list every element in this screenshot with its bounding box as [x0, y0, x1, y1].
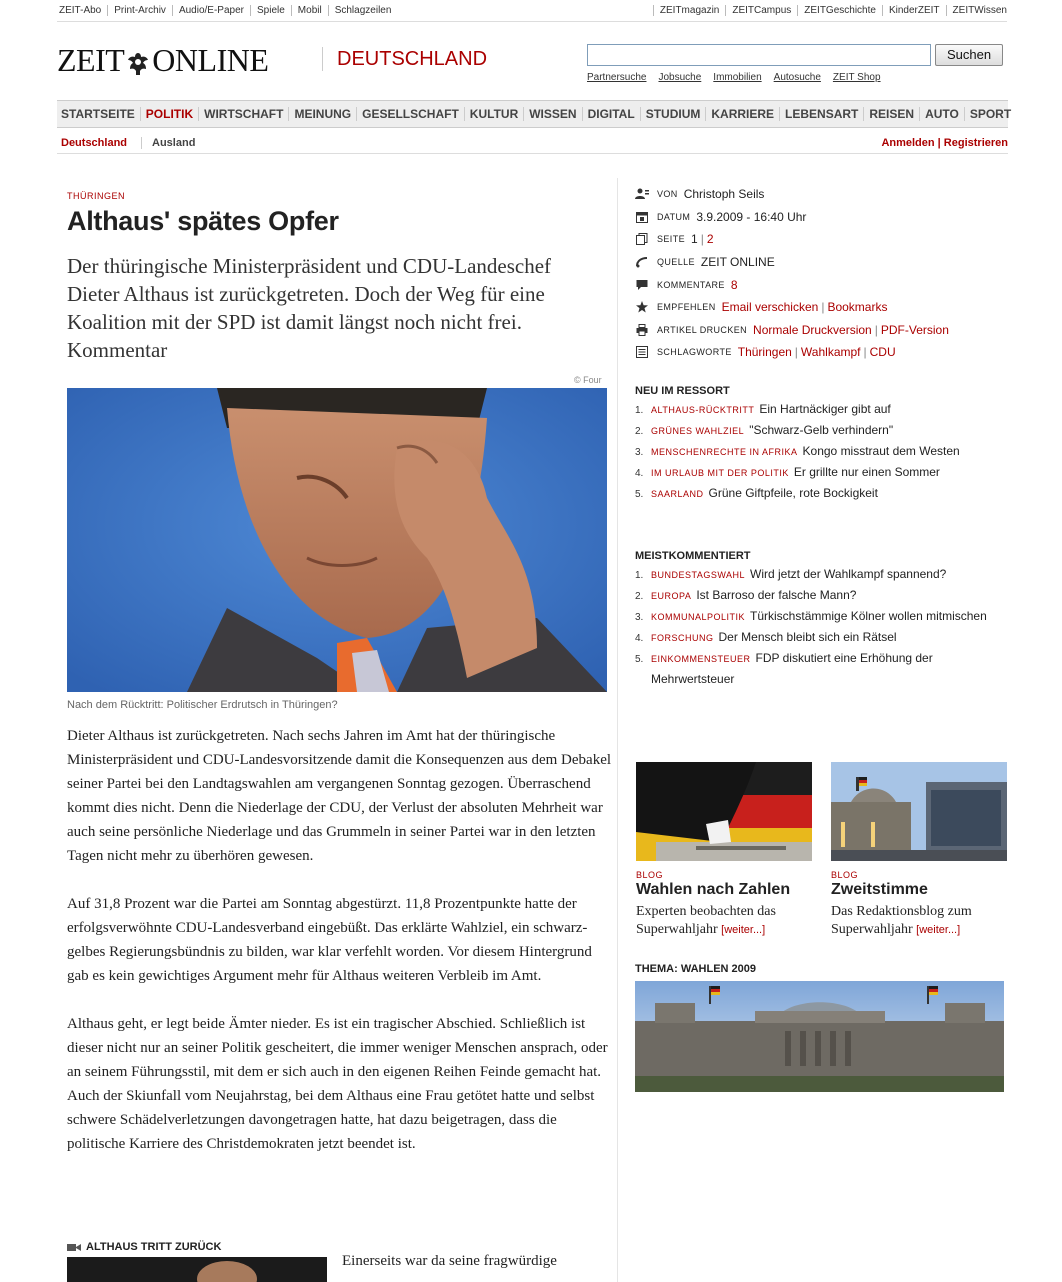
teaser-tag: BLOG [831, 870, 859, 880]
main-navigation [57, 100, 1012, 128]
meta-author: VON Christoph Seils [635, 183, 1015, 206]
camera-icon [67, 1243, 81, 1252]
nav-sport[interactable]: SPORT [964, 107, 1016, 121]
list-item[interactable]: 4. FORSCHUNG Der Mensch bleibt sich ein Rätsel [635, 630, 897, 644]
nav-meinung[interactable]: MEINUNG [288, 107, 356, 121]
nav-gesellschaft[interactable]: GESELLSCHAFT [356, 107, 464, 121]
article-photo [67, 388, 607, 692]
service-links-right [653, 5, 1007, 16]
list-item[interactable]: 2. EUROPA Ist Barroso der falsche Mann? [635, 588, 857, 602]
meta-pages: SEITE 1 | 2 [635, 228, 1015, 251]
link-print-archiv[interactable]: Print-Archiv [107, 5, 172, 16]
nav-wissen[interactable]: WISSEN [523, 107, 581, 121]
list-item[interactable]: 3. KOMMUNALPOLITIK Türkischstämmige Kölner wollen mitmischen [635, 609, 987, 623]
top-service-bar [57, 0, 1007, 22]
list-item[interactable]: 3. MENSCHENRECHTE IN AFRIKA Kongo misstraut dem Westen [635, 444, 960, 458]
login-register-links[interactable]: Anmelden | Registrieren [881, 137, 1008, 149]
comments-count-link[interactable]: 8 [730, 277, 738, 292]
article-source: ZEIT ONLINE [700, 255, 775, 270]
meta-comments: KOMMENTARE 8 [635, 273, 1015, 296]
comment-icon [635, 278, 649, 292]
list-item-continued[interactable]: Mehrwertsteuer [651, 672, 735, 686]
link-kinderzeit[interactable]: KinderZEIT [882, 5, 946, 16]
teaser-more-link[interactable]: [weiter...] [916, 924, 961, 936]
most-commented-list [635, 567, 1015, 692]
teaser-text: Das Redaktionsblog zum Superwahljahr [weiter...] [831, 904, 972, 937]
zeit-online-logo[interactable] [57, 42, 268, 79]
nav-politik[interactable]: POLITIK [140, 107, 198, 121]
nav-startseite[interactable]: STARTSEITE [61, 107, 135, 121]
keyword-cdu[interactable]: CDU [869, 345, 896, 360]
list-item[interactable]: 5. EINKOMMENSTEUER FDP diskutiert eine Erhöhung der [635, 651, 933, 665]
most-commented-heading: MEISTKOMMENTIERT [635, 550, 751, 562]
article-paragraph: Dieter Althaus ist zurückgetreten. Nach sechs Jahren im Amt hat der thüringische Ministerpräsident und CDU-Landesvorsitzende damit die Konsequenzen aus dem Debakel seiner Partei bei den Landtagswahlen am vergangenen Sonntag gezogen. Überraschend kommt dies nicht. Denn die Niederlage der CDU, der Verlust der absoluten Mehrheit war auch seine persönliche Niederlage und das Grummeln in seiner Partei war in den letzten Tagen nicht mehr zu überhören gewesen. [67, 728, 612, 864]
subnav-deutschland[interactable]: Deutschland [61, 137, 142, 149]
article-meta [635, 183, 1015, 364]
article-body [67, 724, 612, 1180]
video-title-text: ALTHAUS TRITT ZURÜCK [86, 1241, 222, 1253]
link-zeit-shop[interactable]: ZEIT Shop [832, 72, 881, 83]
link-autosuche[interactable]: Autosuche [773, 72, 821, 83]
list-item[interactable]: 1. ALTHAUS-RÜCKTRITT Ein Hartnäckiger gibt auf [635, 402, 891, 416]
blog-teaser-wahlen-nach-zahlen[interactable] [636, 762, 812, 939]
page-1: 1 [691, 232, 698, 247]
video-thumbnail[interactable] [67, 1257, 327, 1282]
ressort-heading: NEU IM RESSORT [635, 385, 730, 397]
nav-auto[interactable]: AUTO [919, 107, 964, 121]
teaser-title[interactable]: Wahlen nach Zahlen [636, 881, 791, 898]
calendar-icon [635, 210, 649, 224]
photo-caption: Nach dem Rücktritt: Politischer Erdrutsch in Thüringen? [67, 699, 338, 711]
blog-teaser-zweitstimme[interactable] [831, 762, 1007, 939]
thema-heading: THEMA: WAHLEN 2009 [635, 963, 757, 975]
link-zeitgeschichte[interactable]: ZEITGeschichte [797, 5, 882, 16]
star-icon [635, 300, 649, 314]
link-immobilien[interactable]: Immobilien [713, 72, 762, 83]
teaser-text: Experten beobachten das Superwahljahr [weiter...] [636, 904, 776, 937]
service-links-left [57, 5, 397, 16]
meta-keywords: SCHLAGWORTE Thüringen | Wahlkampf | CDU [635, 341, 1015, 364]
page-2-link[interactable]: 2 [706, 232, 714, 247]
link-zeitmagazin[interactable]: ZEITmagazin [653, 5, 725, 16]
user-icon [635, 187, 649, 201]
nav-karriere[interactable]: KARRIERE [705, 107, 779, 121]
print-normal-link[interactable]: Normale Druckversion [753, 322, 872, 337]
ressort-list [635, 402, 1015, 507]
section-title: DEUTSCHLAND [322, 47, 487, 71]
logo-text-zeit: ZEIT [57, 42, 125, 78]
nav-lebensart[interactable]: LEBENSART [779, 107, 863, 121]
thema-image[interactable] [635, 981, 1004, 1092]
link-audio-epaper[interactable]: Audio/E-Paper [172, 5, 250, 16]
article-continued-text: Einerseits war da seine fragwürdige [342, 1253, 557, 1269]
teaser-tag: BLOG [636, 870, 664, 880]
teaser-image[interactable] [636, 762, 812, 861]
teaser-title[interactable]: Zweitstimme [831, 881, 928, 898]
article-date: 3.9.2009 - 16:40 Uhr [696, 209, 807, 224]
keyword-thueringen[interactable]: Thüringen [737, 345, 792, 360]
eagle-icon [126, 48, 150, 74]
column-divider [617, 178, 618, 1282]
pages-icon [635, 232, 649, 246]
search-input[interactable] [587, 44, 931, 66]
logo-text-online: ONLINE [152, 42, 269, 78]
subnav-tabs [61, 137, 205, 149]
article-paragraph: Althaus geht, er legt beide Ämter nieder. Es ist ein tragischer Abschied. Schließlich ist dieser nicht nur an seiner Politik gescheitert, die immer weniger Menschen ansprach, oder an seinem Führungsstil, mit dem er sich auch in den eigenen Reihen Feinde gemacht hat. Auch der Skiunfall vom Neujahrstag, bei dem Althaus eine Frau getötet hatte und selbst schwere Schädelverletzungen davongetragen hatte, hat dazu beigetragen, dass die politische Karriere des Christdemokraten jetzt beendet ist. [67, 1016, 608, 1152]
teaser-more-link[interactable]: [weiter...] [721, 924, 766, 936]
list-item[interactable]: 4. IM URLAUB MIT DER POLITIK Er grillte nur einen Sommer [635, 465, 940, 479]
article-paragraph: Auf 31,8 Prozent war die Partei am Sonntag abgestürzt. 11,8 Prozentpunkte hatte der erfolgsverwöhnte CDU-Landesverband eingebüßt. Das erklärte Wahlziel, ein schwarz-gelbes Regierungsbündnis zu bilden, war klar verfehlt worden. Vor diesem Hintergrund gab es kein gewichtiges Argument mehr für Althaus weiteren Verbleib im Amt. [67, 896, 592, 984]
link-mobil[interactable]: Mobil [291, 5, 328, 16]
meta-recommend: EMPFEHLEN Email verschicken | Bookmarks [635, 296, 1015, 319]
link-schlagzeilen[interactable]: Schlagzeilen [328, 5, 398, 16]
list-item[interactable]: 2. GRÜNES WAHLZIEL "Schwarz-Gelb verhindern" [635, 423, 894, 437]
email-send-link[interactable]: Email verschicken [721, 300, 819, 315]
article-headline: Althaus' spätes Opfer [67, 206, 339, 236]
link-zeitcampus[interactable]: ZEITCampus [725, 5, 797, 16]
subnav-ausland[interactable]: Ausland [152, 137, 196, 149]
link-zeitwissen[interactable]: ZEITWissen [946, 5, 1007, 16]
meta-source: QUELLE ZEIT ONLINE [635, 251, 1015, 274]
link-zeit-abo[interactable]: ZEIT-Abo [59, 5, 102, 16]
search-button[interactable]: Suchen [935, 44, 1003, 66]
nav-reisen[interactable]: REISEN [863, 107, 919, 121]
source-icon [635, 255, 649, 269]
search-links [587, 72, 893, 83]
nav-wirtschaft[interactable]: WIRTSCHAFT [198, 107, 288, 121]
print-pdf-link[interactable]: PDF-Version [880, 322, 949, 337]
sub-navigation [57, 132, 1008, 154]
list-icon [635, 345, 649, 359]
nav-kultur[interactable]: KULTUR [464, 107, 523, 121]
link-spiele[interactable]: Spiele [250, 5, 291, 16]
link-partnersuche[interactable]: Partnersuche [587, 72, 647, 83]
photo-credit: © Four [574, 375, 602, 385]
article-lead: Der thüringische Ministerpräsident und CDU-Landeschef Dieter Althaus ist zurückgetreten. Doch der Weg für eine Koalition mit der SPD ist damit längst noch nicht frei. Kommentar [67, 254, 552, 362]
link-jobsuche[interactable]: Jobsuche [658, 72, 702, 83]
video-box-title[interactable] [67, 1241, 221, 1253]
meta-date: DATUM 3.9.2009 - 16:40 Uhr [635, 206, 1015, 229]
printer-icon [635, 323, 649, 337]
article-kicker: THÜRINGEN [67, 191, 125, 201]
teaser-image[interactable] [831, 762, 1007, 861]
nav-digital[interactable]: DIGITAL [582, 107, 640, 121]
list-item[interactable]: 5. SAARLAND Grüne Giftpfeile, rote Bockigkeit [635, 486, 878, 500]
nav-studium[interactable]: STUDIUM [640, 107, 706, 121]
list-item[interactable]: 1. BUNDESTAGSWAHL Wird jetzt der Wahlkampf spannend? [635, 567, 947, 581]
meta-print: ARTIKEL DRUCKEN Normale Druckversion | PDF-Version [635, 319, 1015, 342]
keyword-wahlkampf[interactable]: Wahlkampf [800, 345, 861, 360]
bookmarks-link[interactable]: Bookmarks [827, 300, 888, 315]
author-name: Christoph Seils [683, 187, 765, 202]
